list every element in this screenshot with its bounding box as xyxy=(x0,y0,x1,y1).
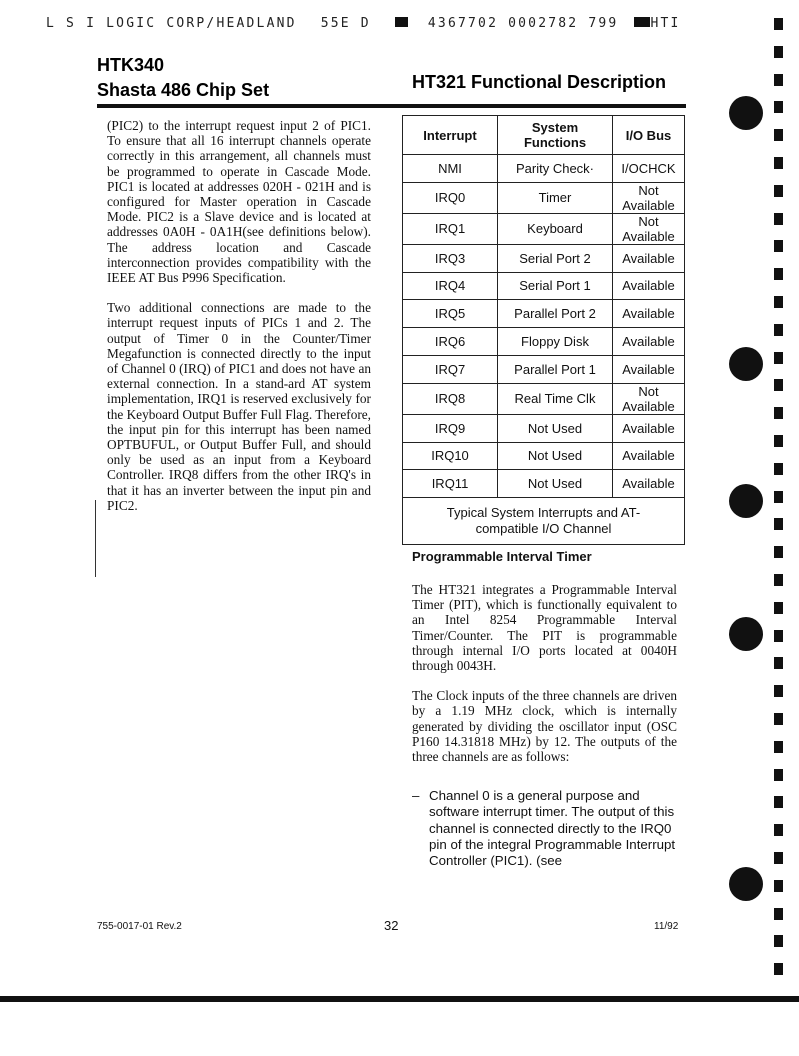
cell-interrupt: NMI xyxy=(403,155,498,183)
sprocket-mark xyxy=(774,796,783,808)
cell-interrupt: IRQ5 xyxy=(403,300,498,328)
sprocket-mark xyxy=(774,908,783,920)
cell-io-bus: Available xyxy=(613,470,685,498)
sprocket-mark xyxy=(774,963,783,975)
pit-heading: Programmable Interval Timer xyxy=(412,549,592,564)
bullet-dash: – xyxy=(412,788,420,803)
table-row xyxy=(403,355,685,383)
cell-system-function: Parallel Port 2 xyxy=(498,300,613,328)
table-caption xyxy=(403,498,685,545)
sprocket-mark xyxy=(774,546,783,558)
sprocket-mark xyxy=(774,352,783,364)
punch-hole xyxy=(729,867,763,901)
cell-system-function: Parity Check· xyxy=(498,155,613,183)
column-header: System Functions xyxy=(498,116,613,155)
sprocket-mark xyxy=(774,101,783,113)
scan-bottom-border xyxy=(0,996,799,1002)
body-paragraph-2: Two additional connections are made to the interrupt request inputs of PICs 1 and 2. The output of Timer 0 in the Counter/Timer Megafunction is connected directly to the input of Channel 0 (IRQ) of PIC1 and does not have an external connection. In a stand-ard AT system implementation, IRQ1 is reserved exclusively for the Keyboard Output Buffer Full Flag. Therefore, the input pin for this interrupt has been named OPTBUFUL, or Output Buffer Full, and should only be used as an input from a Keyboard Controller. IRQ8 differs from the other IRQ's in that it has an inverter between the input pin and PIC2. xyxy=(107,300,371,513)
sprocket-mark xyxy=(774,74,783,86)
sprocket-mark xyxy=(774,630,783,642)
sprocket-mark xyxy=(774,769,783,781)
right-column xyxy=(412,582,677,779)
product-title: HTK340 xyxy=(97,55,165,75)
sprocket-mark xyxy=(774,741,783,753)
interrupt-table xyxy=(402,115,685,545)
table-header-row xyxy=(403,116,685,155)
table-caption-row xyxy=(403,498,685,545)
cell-system-function: Floppy Disk xyxy=(498,328,613,356)
cell-interrupt: IRQ9 xyxy=(403,414,498,442)
header-code: 4367702 0002782 799 xyxy=(427,16,619,31)
cell-io-bus: Available xyxy=(613,355,685,383)
table-row xyxy=(403,155,685,183)
cell-io-bus: Not Available xyxy=(613,213,685,244)
header-right: HTI xyxy=(650,16,681,31)
sprocket-mark xyxy=(774,824,783,836)
table-row xyxy=(403,442,685,470)
cell-interrupt: IRQ1 xyxy=(403,213,498,244)
punch-hole xyxy=(729,617,763,651)
cell-system-function: Real Time Clk xyxy=(498,383,613,414)
punch-hole xyxy=(729,96,763,130)
chipset-title: Shasta 486 Chip Set xyxy=(97,80,270,100)
sprocket-mark xyxy=(774,463,783,475)
table-row xyxy=(403,383,685,414)
sprocket-mark xyxy=(774,880,783,892)
sprocket-mark xyxy=(774,379,783,391)
cell-interrupt: IRQ6 xyxy=(403,328,498,356)
sprocket-mark xyxy=(774,713,783,725)
punch-hole xyxy=(729,347,763,381)
header-block-mark xyxy=(395,17,408,27)
cell-io-bus: Available xyxy=(613,414,685,442)
doc-number: 755-0017-01 Rev.2 xyxy=(97,921,182,932)
cell-system-function: Serial Port 2 xyxy=(498,244,613,272)
punch-hole xyxy=(729,484,763,518)
header-block-mark-2 xyxy=(634,17,650,27)
table-row xyxy=(403,182,685,213)
sprocket-mark xyxy=(774,491,783,503)
cell-io-bus: Available xyxy=(613,244,685,272)
cell-system-function: Not Used xyxy=(498,442,613,470)
cell-interrupt: IRQ8 xyxy=(403,383,498,414)
scan-header-line xyxy=(46,16,681,31)
cell-io-bus: Available xyxy=(613,272,685,300)
table-row xyxy=(403,244,685,272)
cell-interrupt: IRQ11 xyxy=(403,470,498,498)
title-rule xyxy=(97,104,686,108)
sprocket-mark xyxy=(774,574,783,586)
sprocket-mark xyxy=(774,407,783,419)
sprocket-mark xyxy=(774,935,783,947)
table-row xyxy=(403,470,685,498)
sprocket-mark xyxy=(774,518,783,530)
column-header: I/O Bus xyxy=(613,116,685,155)
cell-interrupt: IRQ10 xyxy=(403,442,498,470)
sprocket-mark xyxy=(774,435,783,447)
column-header: Interrupt xyxy=(403,116,498,155)
sprocket-mark xyxy=(774,129,783,141)
sprocket-mark xyxy=(774,185,783,197)
header-mid: 55E D xyxy=(320,16,371,31)
table-row xyxy=(403,328,685,356)
cell-system-function: Parallel Port 1 xyxy=(498,355,613,383)
change-bar xyxy=(95,500,96,577)
cell-io-bus: Not Available xyxy=(613,182,685,213)
cell-system-function: Timer xyxy=(498,182,613,213)
sprocket-mark xyxy=(774,46,783,58)
body-paragraph-1: (PIC2) to the interrupt request input 2 of PIC1. To ensure that all 16 interrupt channels operate correctly in this arrangement, all channels must be programmed to operate in Cascade Mode. PIC1 is located at addresses 020H - 021H and is configured for Master operation in Cascade Mode. PIC2 is a Slave device and is located at addresses 0A0H - 0A1H(see definitions below). The address location and Cascade interconnection provides compatibility with the IEEE AT Bus P996 Specification. xyxy=(107,118,371,286)
left-column xyxy=(107,118,371,528)
cell-system-function: Serial Port 1 xyxy=(498,272,613,300)
cell-io-bus: Available xyxy=(613,442,685,470)
table-caption-text: Typical System Interrupts and AT-compatible I/O Channel xyxy=(446,505,641,537)
cell-system-function: Not Used xyxy=(498,470,613,498)
table-row xyxy=(403,213,685,244)
channel-0-bullet xyxy=(412,788,677,869)
sprocket-mark xyxy=(774,240,783,252)
sprocket-mark xyxy=(774,157,783,169)
sprocket-mark xyxy=(774,852,783,864)
sprocket-mark xyxy=(774,657,783,669)
sprocket-mark xyxy=(774,602,783,614)
sprocket-mark xyxy=(774,213,783,225)
sprocket-mark xyxy=(774,18,783,30)
section-title: HT321 Functional Description xyxy=(412,72,667,92)
sprocket-mark xyxy=(774,296,783,308)
cell-io-bus: Available xyxy=(613,328,685,356)
sprocket-mark xyxy=(774,324,783,336)
page-number: 32 xyxy=(384,918,399,933)
cell-system-function: Not Used xyxy=(498,414,613,442)
table-row xyxy=(403,272,685,300)
cell-io-bus: Available xyxy=(613,300,685,328)
doc-date: 11/92 xyxy=(654,921,679,932)
sprocket-mark xyxy=(774,685,783,697)
pit-paragraph-1: The HT321 integrates a Programmable Interval Timer (PIT), which is functionally equivalent to an Intel 8254 Programmable Interval Timer/Counter. The PIT is programmable through internal I/O ports located at 0040H through 0043H. xyxy=(412,582,677,674)
cell-interrupt: IRQ3 xyxy=(403,244,498,272)
cell-io-bus: Not Available xyxy=(613,383,685,414)
cell-interrupt: IRQ7 xyxy=(403,355,498,383)
pit-paragraph-2: The Clock inputs of the three channels are driven by a 1.19 MHz clock, which is internally generated by dividing the oscillator input (OSC P160 14.31818 MHz) by 12. The outputs of the three channels are as follows: xyxy=(412,688,677,765)
cell-interrupt: IRQ0 xyxy=(403,182,498,213)
cell-interrupt: IRQ4 xyxy=(403,272,498,300)
header-company: L S I LOGIC CORP/HEADLAND xyxy=(46,16,297,31)
sprocket-mark xyxy=(774,268,783,280)
bullet-text: Channel 0 is a general purpose and software interrupt timer. The output of this channel is connected directly to the IRQ0 pin of the integral Programmable Interrupt Controller (PIC1). (see xyxy=(429,788,676,869)
table-row xyxy=(403,300,685,328)
cell-system-function: Keyboard xyxy=(498,213,613,244)
table-row xyxy=(403,414,685,442)
cell-io-bus: I/OCHCK xyxy=(613,155,685,183)
